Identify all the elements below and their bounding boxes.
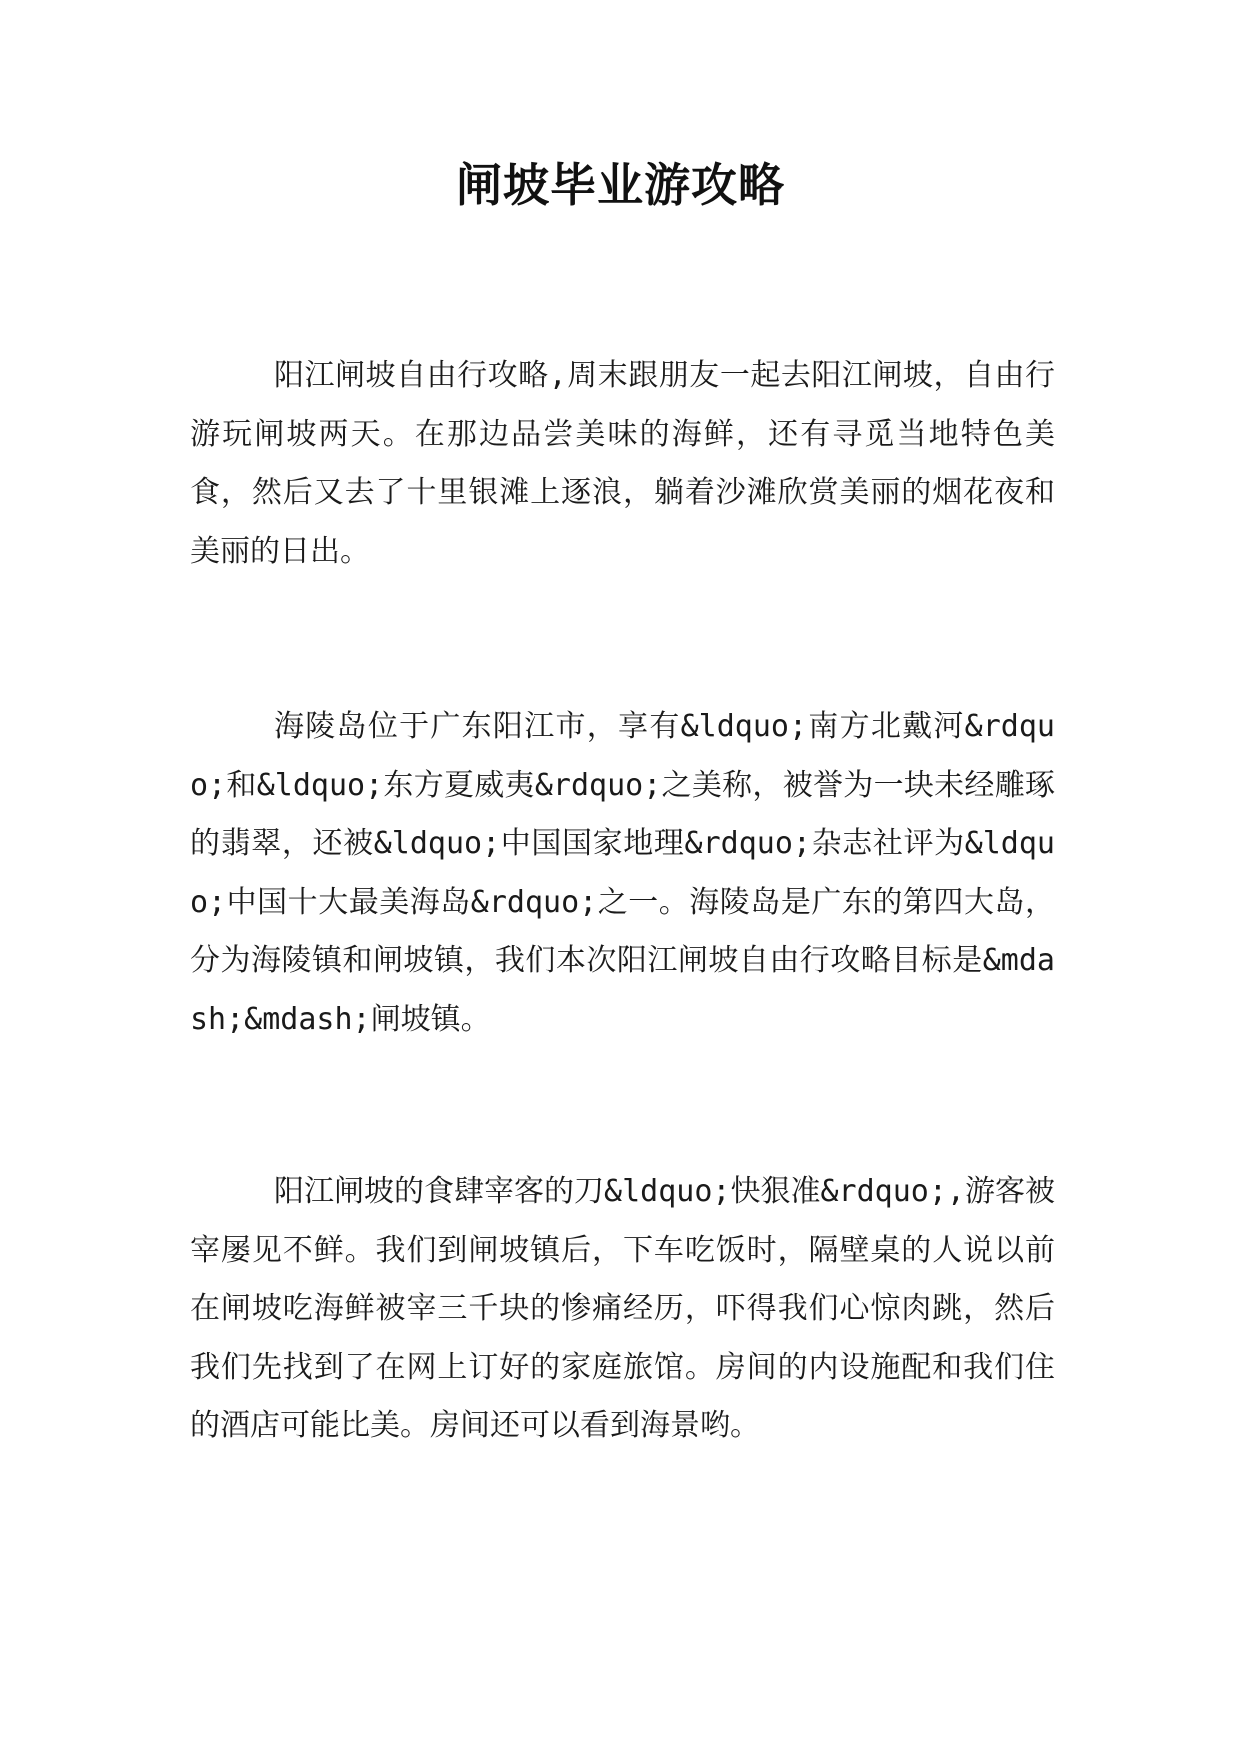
paragraph-2: 海陵岛位于广东阳江市，享有&ldquo;南方北戴河&rdquo;和&ldquo;东方夏威夷&rdquo;之美称，被誉为一块未经雕琢的翡翠，还被&ldquo;中国国家地理&rdquo;杂志社评为&ldquo;中国十大最美海岛&rdquo;之一。海陵岛是广东的第四大岛，分为海陵镇和闸坡镇，我们本次阳江闸坡自由行攻略目标是&mdash;&mdash;闸坡镇。: [190, 709, 1055, 1037]
paragraph-1: 阳江闸坡自由行攻略,周末跟朋友一起去阳江闸坡，自由行游玩闸坡两天。在那边品尝美味的海鲜，还有寻觅当地特色美食，然后又去了十里银滩上逐浪，躺着沙滩欣赏美丽的烟花夜和美丽的日出。: [190, 358, 1055, 569]
document-title: 闸坡毕业游攻略: [456, 158, 785, 212]
paragraph-3: 阳江闸坡的食肆宰客的刀&ldquo;快狠准&rdquo;,游客被宰屡见不鲜。我们到闸坡镇后，下车吃饭时，隔壁桌的人说以前在闸坡吃海鲜被宰三千块的惨痛经历，吓得我们心惊肉跳，然后我们先找到了在网上订好的家庭旅馆。房间的内设施配和我们住的酒店可能比美。房间还可以看到海景哟。: [190, 1174, 1055, 1443]
